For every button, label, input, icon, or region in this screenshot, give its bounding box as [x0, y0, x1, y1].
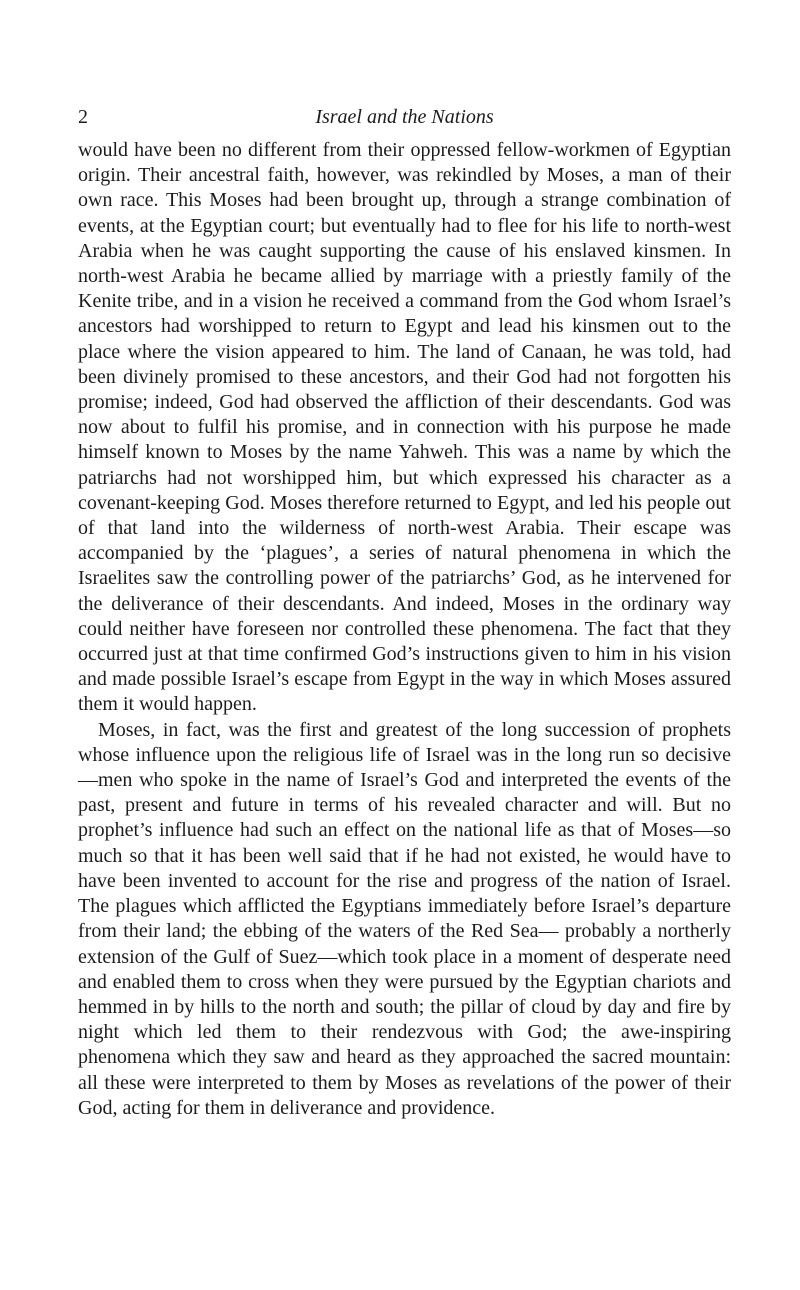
- book-page: [78, 104, 731, 1121]
- running-head: [78, 104, 731, 138]
- running-title: Israel and the Nations: [315, 106, 494, 128]
- page-number: 2: [78, 106, 88, 128]
- paragraph-continued: would have been no different from their oppressed fellow-workmen of Egyptian origin. Their ancestral faith, however, was rekindled by Moses, a man of their own race. This Moses had been brought up, through a strange combination of events, at the Egyptian court; but eventually had to flee for his life to north-west Arabia when he was caught supporting the cause of his enslaved kinsmen. In north-west Arabia he became allied by marriage with a priestly family of the Kenite tribe, and in a vision he received a command from the God whom Israel’s ancestors had worshipped to return to Egypt and lead his kinsmen out to the place where the vision appeared to him. The land of Canaan, he was told, had been divinely promised to these ancestors, and their God had not forgotten his promise; indeed, God had observed the affliction of their descendants. God was now about to fulfil his promise, and in connection with his purpose he made himself known to Moses by the name Yahweh. This was a name by which the patriarchs had not worshipped him, but which expressed his character as a covenant-keeping God. Moses therefore returned to Egypt, and led his people out of that land into the wilderness of north-west Arabia. Their escape was accompanied by the ‘plagues’, a series of natural phenomena in which the Israelites saw the controlling power of the patriarchs’ God, as he intervened for the deliverance of their descendants. And indeed, Moses in the ordinary way could neither have foreseen nor controlled these phenomena. The fact that they occurred just at that time confirmed God’s instructions given to him in his vision and made possible Israel’s escape from Egypt in the way in which Moses assured them it would happen.: [78, 139, 731, 716]
- paragraph-moses-prophets: Moses, in fact, was the first and greatest of the long succession of prophets whose influence upon the religious life of Israel was in the long run so decisive—men who spoke in the name of Israel’s God and interpreted the events of the past, present and future in terms of his revealed character and will. But no prophet’s influence had such an effect on the national life as that of Moses—so much so that it has been well said that if he had not existed, he would have to have been invented to account for the rise and progress of the nation of Israel. The plagues which afflicted the Egyptians immediately before Israel’s departure from their land; the ebbing of the waters of the Red Sea— probably a northerly extension of the Gulf of Suez—which took place in a moment of desperate need and enabled them to cross when they were pursued by the Egyptian chariots and hemmed in by hills to the north and south; the pillar of cloud by day and fire by night which led them to their rendezvous with God; the awe-inspiring phenomena which they saw and heard as they approached the sacred mountain: all these were interpreted to them by Moses as revelations of the power of their God, acting for them in deliverance and providence.: [78, 718, 731, 1119]
- body-text: [78, 138, 731, 1121]
